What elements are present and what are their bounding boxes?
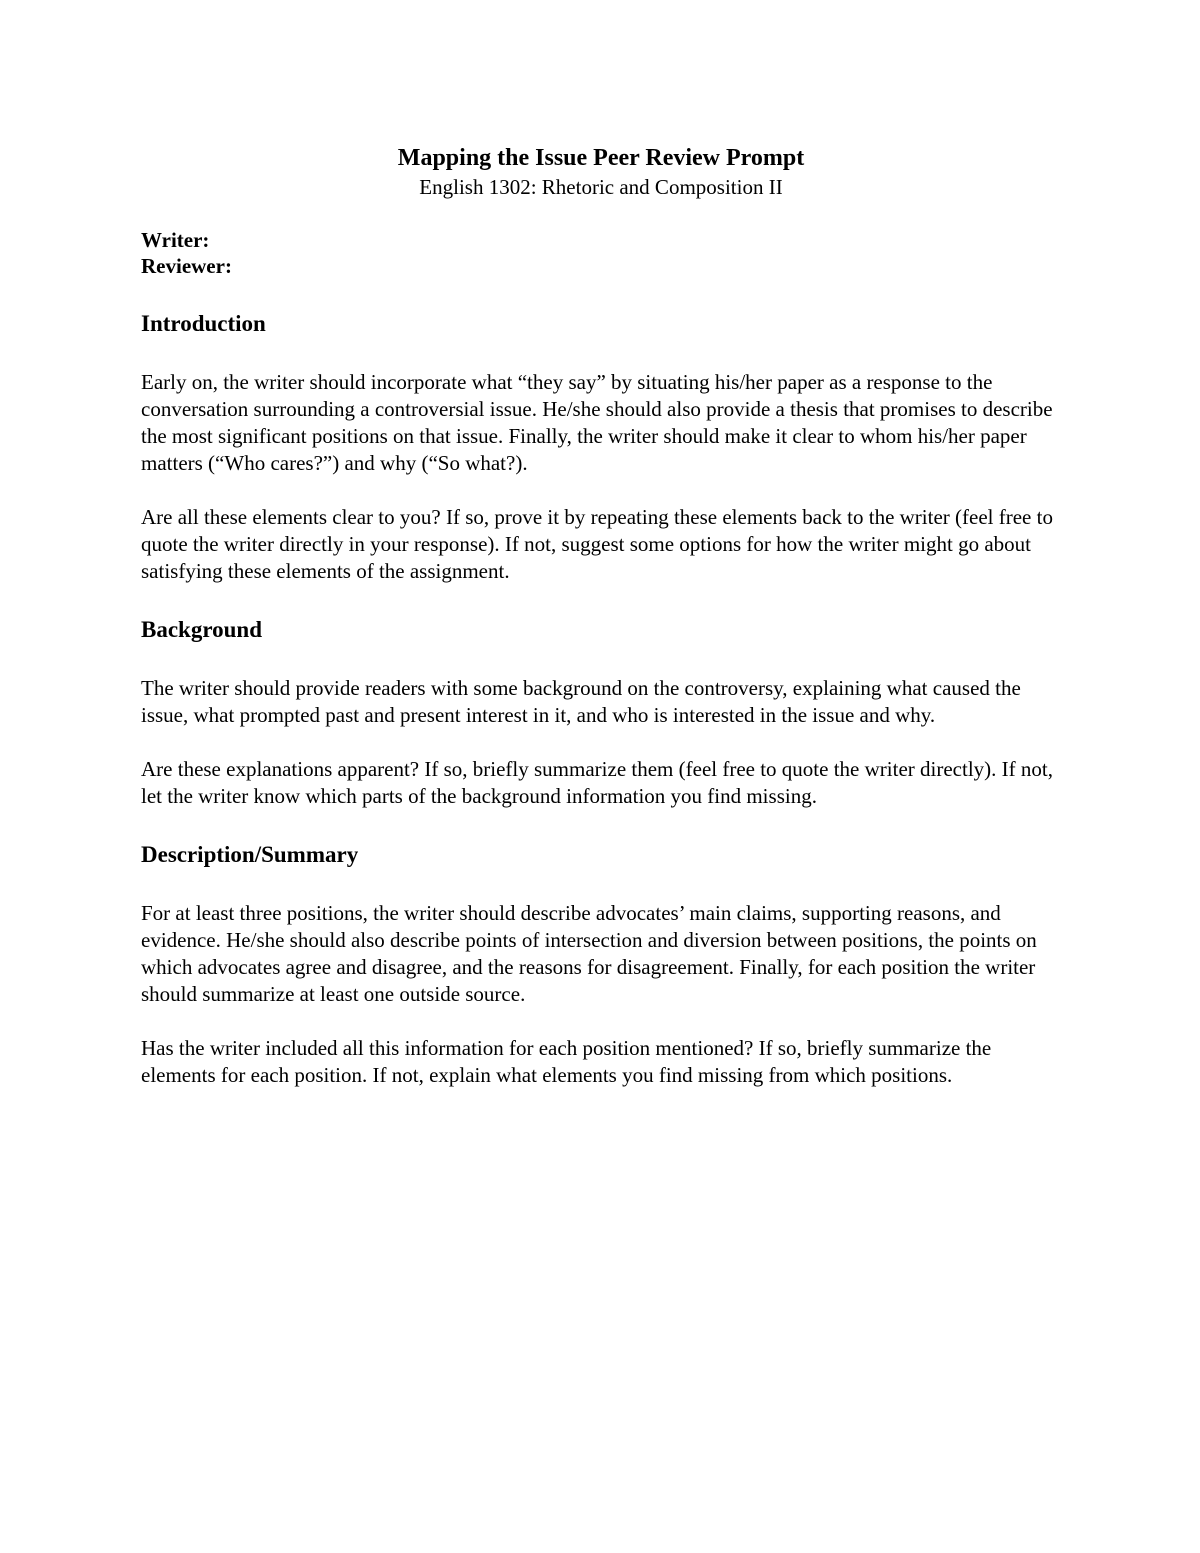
background-paragraph-1: The writer should provide readers with some background on the controversy, explaining what caused the issue, what prompted past and present interest in it, and who is interested in the issue and why. xyxy=(141,676,1021,727)
section-heading-description: Description/Summary xyxy=(141,842,359,867)
section-heading-background: Background xyxy=(141,617,263,642)
description-paragraph-1: For at least three positions, the writer should describe advocates’ main claims, supporting reasons, and evidence. He/she should also describe points of intersection and diversion between positions, the points on which advocates agree and disagree, and the reasons for disagreement. Finally, for each position the writer should summarize at least one outside source. xyxy=(141,901,1037,1006)
section-description xyxy=(141,840,1061,1089)
background-paragraph-2: Are these explanations apparent? If so, briefly summarize them (feel free to quote the writer directly). If not, let the writer know which parts of the background information you find missing. xyxy=(141,757,1053,808)
section-heading-introduction: Introduction xyxy=(141,311,266,336)
writer-label: Writer: xyxy=(141,228,210,252)
section-introduction xyxy=(141,309,1061,585)
introduction-paragraph-1: Early on, the writer should incorporate what “they say” by situating his/her paper as a response to the conversation surrounding a controversial issue. He/she should also provide a thesis that promises to describe the most significant positions on that issue. Finally, the writer should make it clear to whom his/her paper matters (“Who cares?”) and why (“So what?). xyxy=(141,370,1053,475)
section-background xyxy=(141,615,1061,810)
meta-block xyxy=(141,227,1061,279)
document-subtitle: English 1302: Rhetoric and Composition II xyxy=(419,175,783,199)
description-paragraph-2: Has the writer included all this information for each position mentioned? If so, briefly summarize the elements for each position. If not, explain what elements you find missing from which positions. xyxy=(141,1036,992,1087)
document-page xyxy=(141,143,1061,1089)
reviewer-label: Reviewer: xyxy=(141,254,232,278)
introduction-paragraph-2: Are all these elements clear to you? If so, prove it by repeating these elements back to the writer (feel free to quote the writer directly in your response). If not, suggest some options for how the writer might go about satisfying these elements of the assignment. xyxy=(141,505,1053,583)
document-title: Mapping the Issue Peer Review Prompt xyxy=(397,145,805,171)
